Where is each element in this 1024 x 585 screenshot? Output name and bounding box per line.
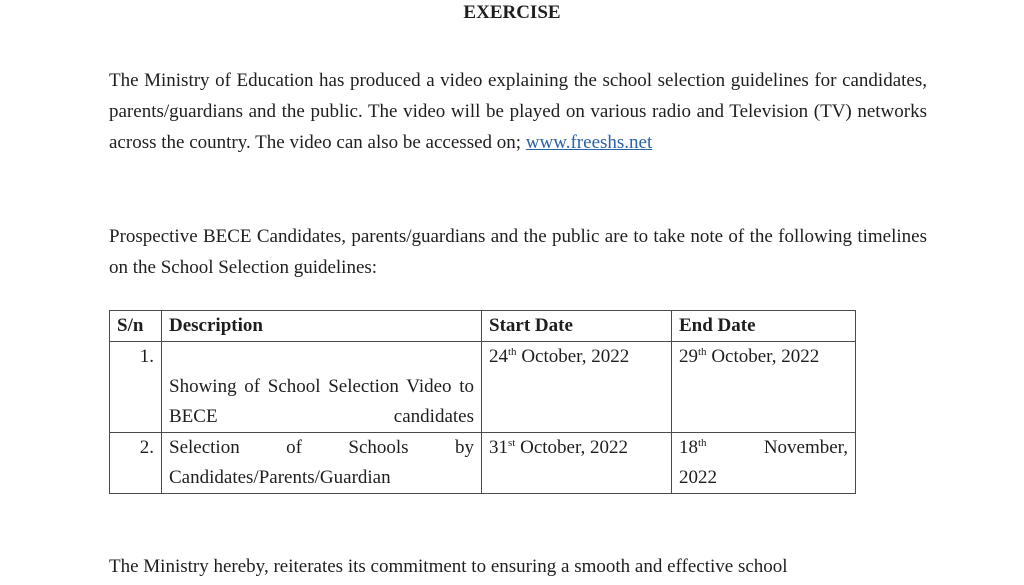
table-row [110,433,856,494]
row-description [162,433,482,494]
header-description: Description [162,311,482,342]
start-day-suffix: st [508,437,516,449]
end-month: November, [763,437,848,458]
row-description-text: Selection of Schools by Candidates/Parents/Guardian [169,437,474,488]
start-day-suffix: th [508,346,517,358]
intro-paragraph-text: The Ministry of Education has produced a video explaining the school selection guidelines for candidates, parents/guardians and the public. The video will be played on various radio and Television (TV) networks across the country. The video can also be accessed on; [109,70,927,153]
header-start-date: Start Date [482,311,672,342]
row-sn: 2. [110,433,162,494]
table-header-row [110,311,856,342]
exercise-heading: EXERCISE [463,2,561,23]
table-row [110,342,856,433]
end-year: 2022 [679,467,717,488]
header-sn: S/n [110,311,162,342]
freeshs-link[interactable]: www.freeshs.net [525,132,653,153]
end-month-year: October, 2022 [706,346,820,367]
end-day: 29 [679,346,698,367]
closing-paragraph: The Ministry hereby, reiterates its commitment to ensuring a smooth and effective school [109,556,788,577]
row-description-text: Showing of School Selection Video to BECE candidates [169,376,474,427]
timeline-table [109,310,856,494]
row-description [162,342,482,433]
end-day: 18 [679,437,698,458]
end-day-suffix: th [698,437,707,449]
end-date-first-line [679,433,848,463]
start-month-year: October, 2022 [516,346,630,367]
start-day: 31 [489,437,508,458]
start-month-year: October, 2022 [515,437,629,458]
row-start-date [482,433,672,494]
row-end-date [672,342,856,433]
header-end-date: End Date [672,311,856,342]
row-end-date [672,433,856,494]
start-day: 24 [489,346,508,367]
intro-paragraph [109,65,927,158]
timelines-paragraph: Prospective BECE Candidates, parents/guardians and the public are to take note of the following timelines on the School Selection guidelines: [109,226,927,278]
row-sn: 1. [110,342,162,433]
row-start-date [482,342,672,433]
end-day-suffix: th [698,346,707,358]
